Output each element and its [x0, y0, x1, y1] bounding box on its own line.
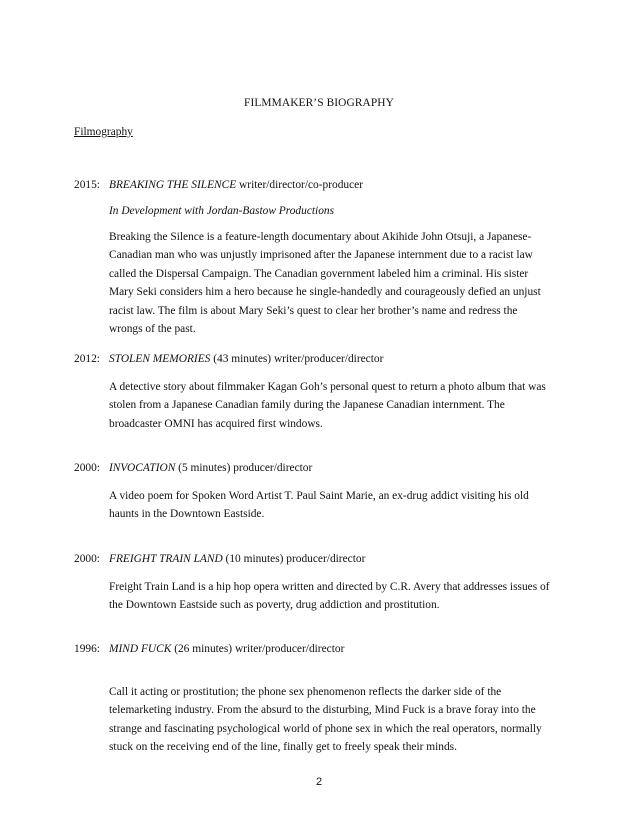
- film-duration: (5 minutes): [175, 462, 231, 474]
- entry-year: 2015:: [74, 179, 100, 191]
- entry-heading: [74, 462, 312, 474]
- entry-description: [109, 578, 579, 615]
- description-line: Mary Seki considers him a hero because he single-handedly and courageously defied an unjust: [109, 286, 541, 299]
- film-title: STOLEN MEMORIES: [109, 353, 211, 365]
- description-line: stuck on the receiving end of the line, finally get to freely speak their minds.: [109, 741, 457, 754]
- page-title: FILMMAKER’S BIOGRAPHY: [244, 97, 394, 109]
- description-line: Canadian man who was unjustly imprisoned after the Japanese internment due to a racist law: [109, 249, 533, 262]
- film-roles: writer/producer/director: [232, 643, 345, 655]
- film-title: MIND FUCK: [109, 643, 172, 655]
- description-line: broadcaster OMNI has acquired first windows.: [109, 417, 323, 430]
- section-heading-filmography: Filmography: [74, 126, 133, 138]
- description-line: racist law. The film is about Mary Seki’s quest to clear her brother’s name and redress the: [109, 304, 518, 317]
- entry-heading: [74, 553, 365, 565]
- description-line: stolen from a Japanese Canadian family during the Japanese Canadian internment. The: [109, 399, 505, 412]
- film-roles: writer/producer/director: [271, 353, 384, 365]
- description-line: Breaking the Silence is a feature-length documentary about Akihide John Otsuji, a Japanese-: [109, 231, 532, 243]
- film-duration: (10 minutes): [222, 553, 284, 565]
- entry-year: 2000:: [74, 553, 100, 565]
- entry-heading: [74, 643, 344, 655]
- entry-subheading: In Development with Jordan-Bastow Productions: [109, 205, 335, 217]
- description-line: Call it acting or prostitution; the phone sex phenomenon reflects the darker side of the: [109, 686, 502, 698]
- film-title: FREIGHT TRAIN LAND: [109, 553, 223, 565]
- entry-heading: [74, 179, 363, 191]
- entry-year: 2000:: [74, 462, 100, 474]
- page-number: 2: [315, 776, 323, 788]
- entry-description: [109, 487, 579, 524]
- film-title: INVOCATION: [109, 462, 176, 474]
- entry-year: 1996:: [74, 643, 100, 655]
- entry-heading: [74, 353, 383, 365]
- entry-description: [109, 378, 579, 433]
- description-line: called the Dispersal Campaign. The Canadian government labeled him a criminal. His sister: [109, 267, 529, 280]
- film-duration: (26 minutes): [171, 643, 233, 655]
- film-roles: writer/director/co-producer: [236, 179, 364, 191]
- description-line: strange and fascinating psychological world of phone sex in which the real operators, normally: [109, 722, 542, 735]
- film-title: BREAKING THE SILENCE: [109, 179, 237, 191]
- film-roles: producer/director: [283, 553, 366, 565]
- description-line: telemarketing industry. From the absurd to the disturbing, Mind Fuck is a brave foray into the: [109, 704, 536, 717]
- description-line: haunts in the Downtown Eastside.: [109, 508, 265, 521]
- film-roles: producer/director: [230, 462, 313, 474]
- description-line: Freight Train Land is a hip hop opera written and directed by C.R. Avery that addresses issues of: [109, 581, 550, 593]
- entry-description: [109, 683, 579, 757]
- description-line: A video poem for Spoken Word Artist T. Paul Saint Marie, an ex-drug addict visiting his old: [109, 490, 529, 502]
- description-line: the Downtown Eastside such as poverty, drug addiction and prostitution.: [109, 599, 440, 612]
- film-duration: (43 minutes): [210, 353, 272, 365]
- description-line: wrongs of the past.: [109, 323, 196, 336]
- description-line: A detective story about filmmaker Kagan Goh’s personal quest to return a photo album that was: [109, 381, 546, 393]
- entry-year: 2012:: [74, 353, 100, 365]
- entry-description: [109, 228, 579, 338]
